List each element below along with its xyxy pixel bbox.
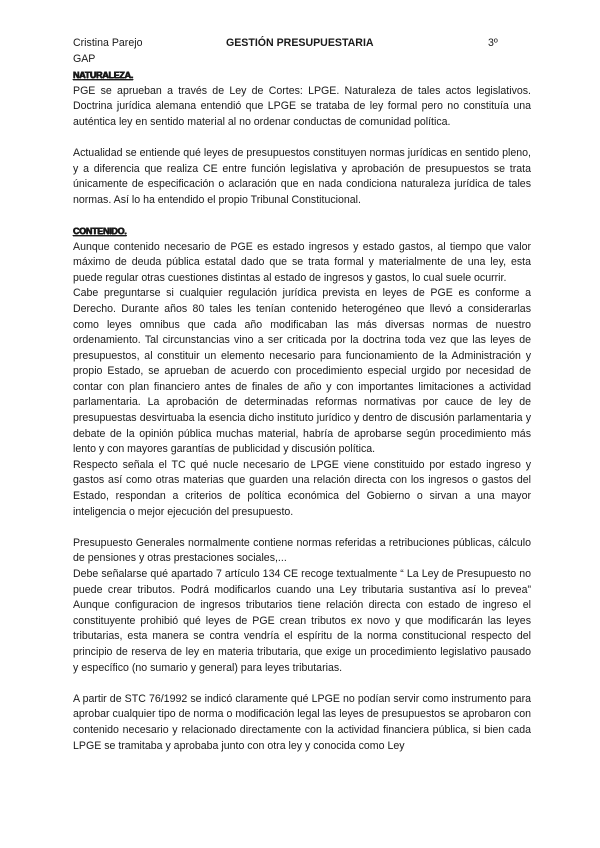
header-course: 3º <box>488 37 498 49</box>
paragraph: PGE se aprueban a través de Ley de Cortes: LPGE. Naturaleza de tales actos legislativos. Doctrina jurídica alemana entendió que LPGE se trataba de ley formal pero no constituía una auténtica ley en sentido material al no ordenar conductas de comunidad política. <box>73 84 531 128</box>
paragraph: Presupuesto Generales normalmente contiene normas referidas a retribuciones públicas, cálculo de pensiones y otras prestaciones sociales,... <box>73 536 531 565</box>
paragraph: Respecto señala el TC qué nucle necesario de LPGE viene constituido por estado ingreso y gastos así como otras materias que guarden una relación directa con los ingresos o gastos del Estado, respondan a criterios de política económica del Gobierno o sirvan a una mayor inteligencia o mejor ejecución del presupuesto. <box>73 458 531 518</box>
paragraph-gap <box>73 676 531 692</box>
paragraph: Actualidad se entiende qué leyes de presupuestos constituyen normas jurídicas en sentido pleno, y a diferencia que realiza CE entre función legislativa y aprobación de presupuestos se trata únicamente de especificación o aclaración que en nada condiciona naturaleza jurídica de tales normas. Así lo ha entendido el propio Tribunal Constitucional. <box>73 146 531 206</box>
header-title: GESTIÓN PRESUPUESTARIA <box>226 37 374 49</box>
paragraph: A partir de STC 76/1992 se indicó claramente qué LPGE no podían servir como instrumento para aprobar cualquier tipo de norma o modificación legal las leyes de presupuestos se aprobaron con contenido necesario y relacionado directamente con la actividad financiera pública, si bien cada LPGE se tramitaba y aprobaba junto con otra ley y conocida como Ley <box>73 692 531 752</box>
section-heading-naturaleza: NATURALEZA. <box>73 70 134 80</box>
section-heading-contenido: CONTENIDO. <box>73 225 127 236</box>
document-body <box>73 68 531 754</box>
header-group: GAP <box>73 53 96 65</box>
paragraph: Debe señalarse qué apartado 7 artículo 134 CE recoge textualmente “ La Ley de Presupuesto no puede crear tributos. Podrá modificarlos cuando una Ley tributaria sustantiva así lo prevea” Aunque configuracion de ingresos tributarios tiene relación directa con estado de ingreso el constituyente prohibió qué leyes de PGE crean tributos ex novo y que modificarán las leyes tributarias, esta manera se contra vendría el espíritu de la norma constitucional respecto del principio de reserva de ley en materia tributaria, que exige un procedimiento legislativo pausado y específico (no sumario y general) para leyes tributarias. <box>73 568 531 674</box>
header-author: Cristina Parejo <box>73 37 143 49</box>
paragraph-gap <box>73 130 531 146</box>
paragraph-gap <box>73 520 531 536</box>
paragraph-gap <box>73 208 531 224</box>
paragraph: Aunque contenido necesario de PGE es estado ingresos y estado gastos, al tiempo que valor máximo de deuda pública estatal dado que se trata formal y materialmente de una ley, esta puede regular otras cuestiones distintas al estado de ingresos y gastos, lo cual suele ocurrir. <box>73 240 531 284</box>
paragraph: Cabe preguntarse si cualquier regulación jurídica prevista en leyes de PGE es conforme a Derecho. Durante años 80 tales les tenían contenido heterogéneo que llevó a considerarlas como leyes omnibus que cada año modificaban las más diversas normas de nuestro ordenamiento. Tal circunstancias vino a ser criticada por la doctrina toda vez que las leyes de presupuestos, al constituir un elemento necesario para funcionamiento de la Administración y propio Estado, se aprueban de acuerdo con procedimiento especial urgido por necesidad de contar con plan financiero antes de finales de año y con importantes limitaciones a actividad parlamentaria. La aprobación de determinadas reformas normativas por cauce de ley de presupuestas desvirtuaba la esencia dicho instituto jurídico y dentro de discusión parlamentaria y debate de la opinión pública muchas material, habría de aprobarse según procedimiento más lento y con mayores garantías de publicidad y discusión política. <box>73 287 531 456</box>
